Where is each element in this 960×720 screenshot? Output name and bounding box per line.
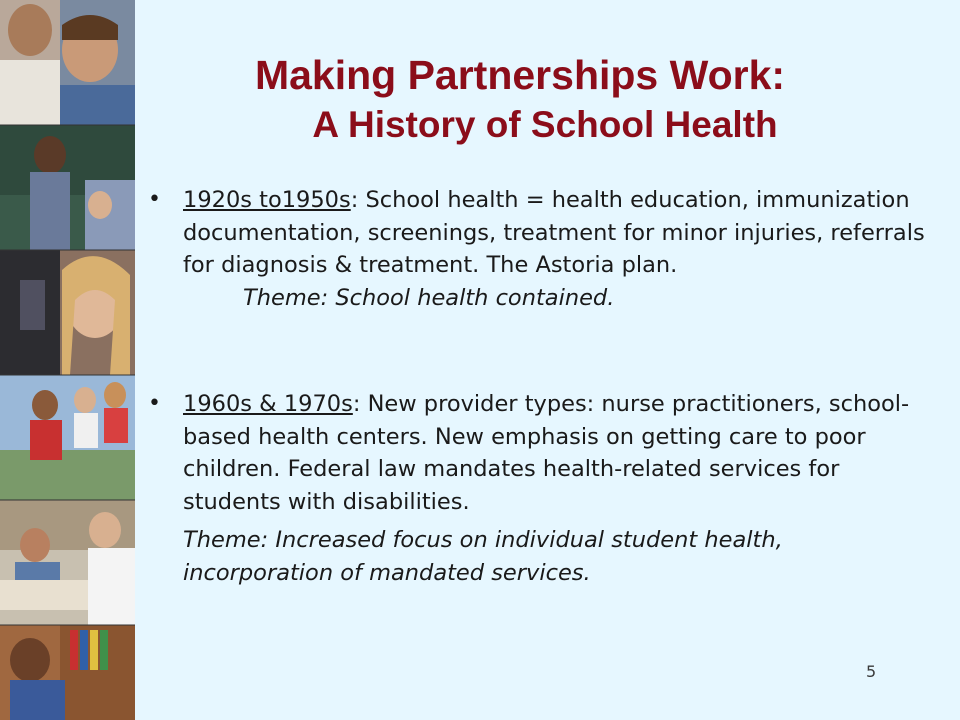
title-line-2: A History of School Health [312,104,778,145]
theme-2: Theme: Increased focus on individual student health, incorporation of mandated services. [183,527,783,586]
photo-children-playing [0,375,135,500]
bullet-separator: : [350,187,359,213]
bullet-body-2 [183,388,928,589]
photo-collage-strip [0,0,135,720]
page-number: 5 [866,662,877,681]
theme-1: Theme: School health contained. [243,284,615,311]
photo-library [0,625,135,720]
photo-collage [0,0,135,720]
bullet-separator: : [352,391,361,417]
photo-teacher-student [0,0,135,125]
bullet-text-2: New provider types: nurse practitioners, school-based health centers. New emphasis on getting care to poor children. Federal law mandates health-related services for students with disabilities. [183,391,910,515]
bullet-glyph: • [148,187,161,212]
title-line-1: Making Partnerships Work: [254,52,786,98]
photo-chalkboard [0,125,135,250]
photo-microscope [0,250,135,375]
photo-doctor-visit [0,500,135,625]
date-range-1920s-1950s: 1920s to1950s [183,187,351,213]
bullet-text-1: School health = health education, immunization documentation, screenings, treatment for minor injuries, referrals for diagnosis & treatment. The Astoria plan. [183,187,925,278]
date-range-1960s-1970s: 1960s & 1970s [183,391,353,417]
bullet-item-1 [148,184,928,314]
bullet-item-2 [148,388,928,589]
bullet-glyph: • [148,391,161,416]
bullet-body-1 [183,184,928,314]
slide-title [135,50,905,150]
